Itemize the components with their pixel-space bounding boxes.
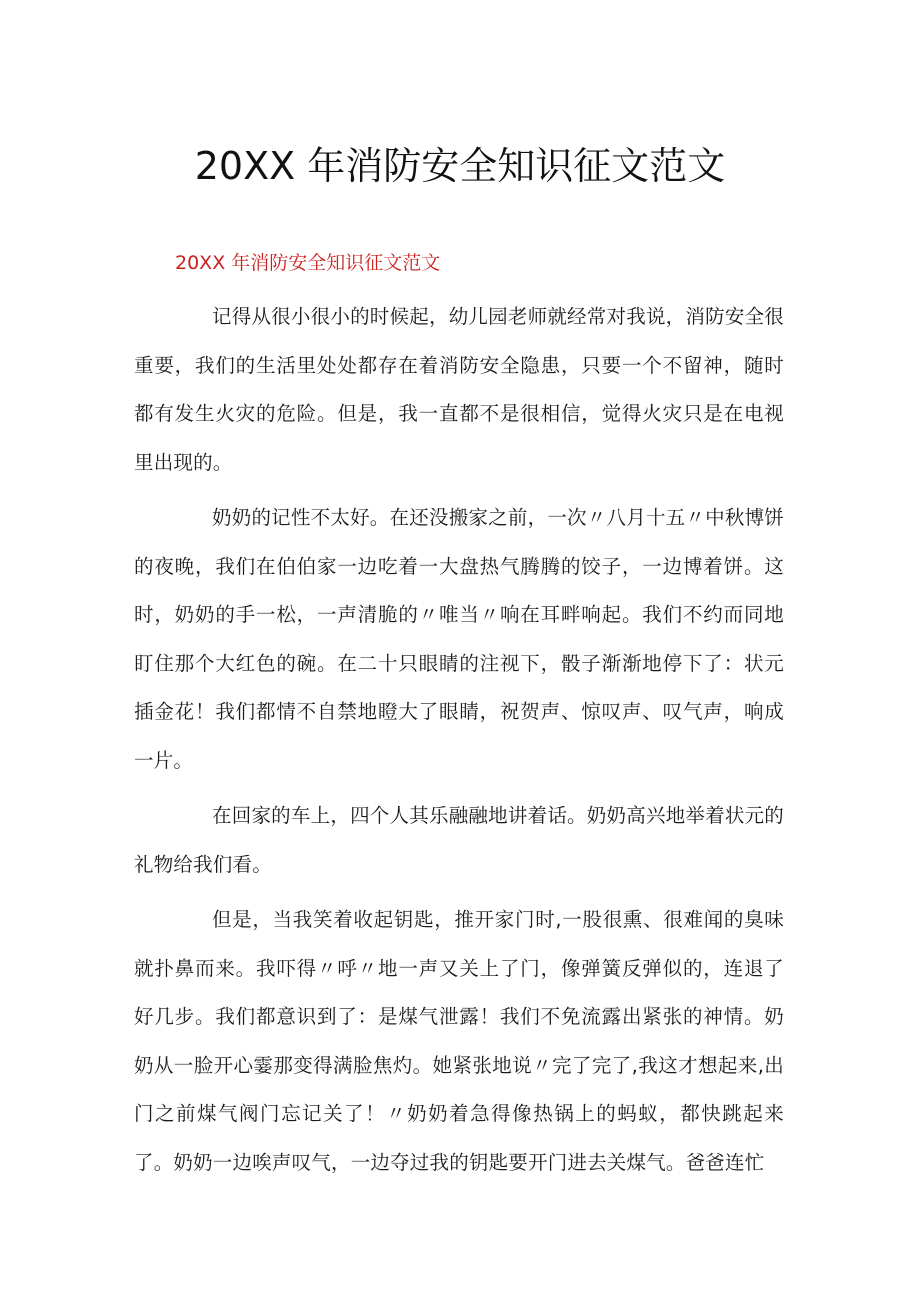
document-subtitle: 20XX 年消防安全知识征文范文 (175, 252, 441, 274)
document-body (134, 293, 784, 1194)
paragraph: 在回家的车上，四个人其乐融融地讲着话。奶奶高兴地举着状元的礼物给我们看。 (134, 804, 784, 876)
paragraph: 奶奶的记性不太好。在还没搬家之前，一次〃八月十五〃中秋博饼的夜晚，我们在伯伯家一边吃着一大盘热气腾腾的饺子，一边博着饼。这时，奶奶的手一松，一声清脆的〃唯当〃响在耳畔响起。我们不约而同地盯住那个大红色的碗。在二十只眼睛的注视下，骰子渐渐地停下了：状元插金花！我们都情不自禁地瞪大了眼睛，祝贺声、惊叹声、叹气声，响成一片。 (134, 506, 784, 772)
paragraph: 记得从很小很小的时候起，幼儿园老师就经常对我说，消防安全很重要，我们的生活里处处都存在着消防安全隐患，只要一个不留神，随时都有发生火灾的危险。但是，我一直都不是很相信，觉得火灾只是在电视里出现的。 (134, 305, 784, 474)
document-title: 20XX 年消防安全知识征文范文 (194, 144, 726, 188)
paragraph: 但是，当我笑着收起钥匙，推开家门时,一股很熏、很难闻的臭味就扑鼻而来。我吓得〃呼〃地一声又关上了门，像弹簧反弹似的，连退了好几步。我们都意识到了：是煤气泄露！我们不免流露出紧张的神情。奶奶从一脸开心霎那变得满脸焦灼。她紧张地说〃完了完了,我这才想起来,出门之前煤气阀门忘记关了！〃奶奶着急得像热锅上的蚂蚁，都快跳起来了。奶奶一边唉声叹气，一边夺过我的钥匙要开门进去关煤气。爸爸连忙 (134, 908, 784, 1174)
